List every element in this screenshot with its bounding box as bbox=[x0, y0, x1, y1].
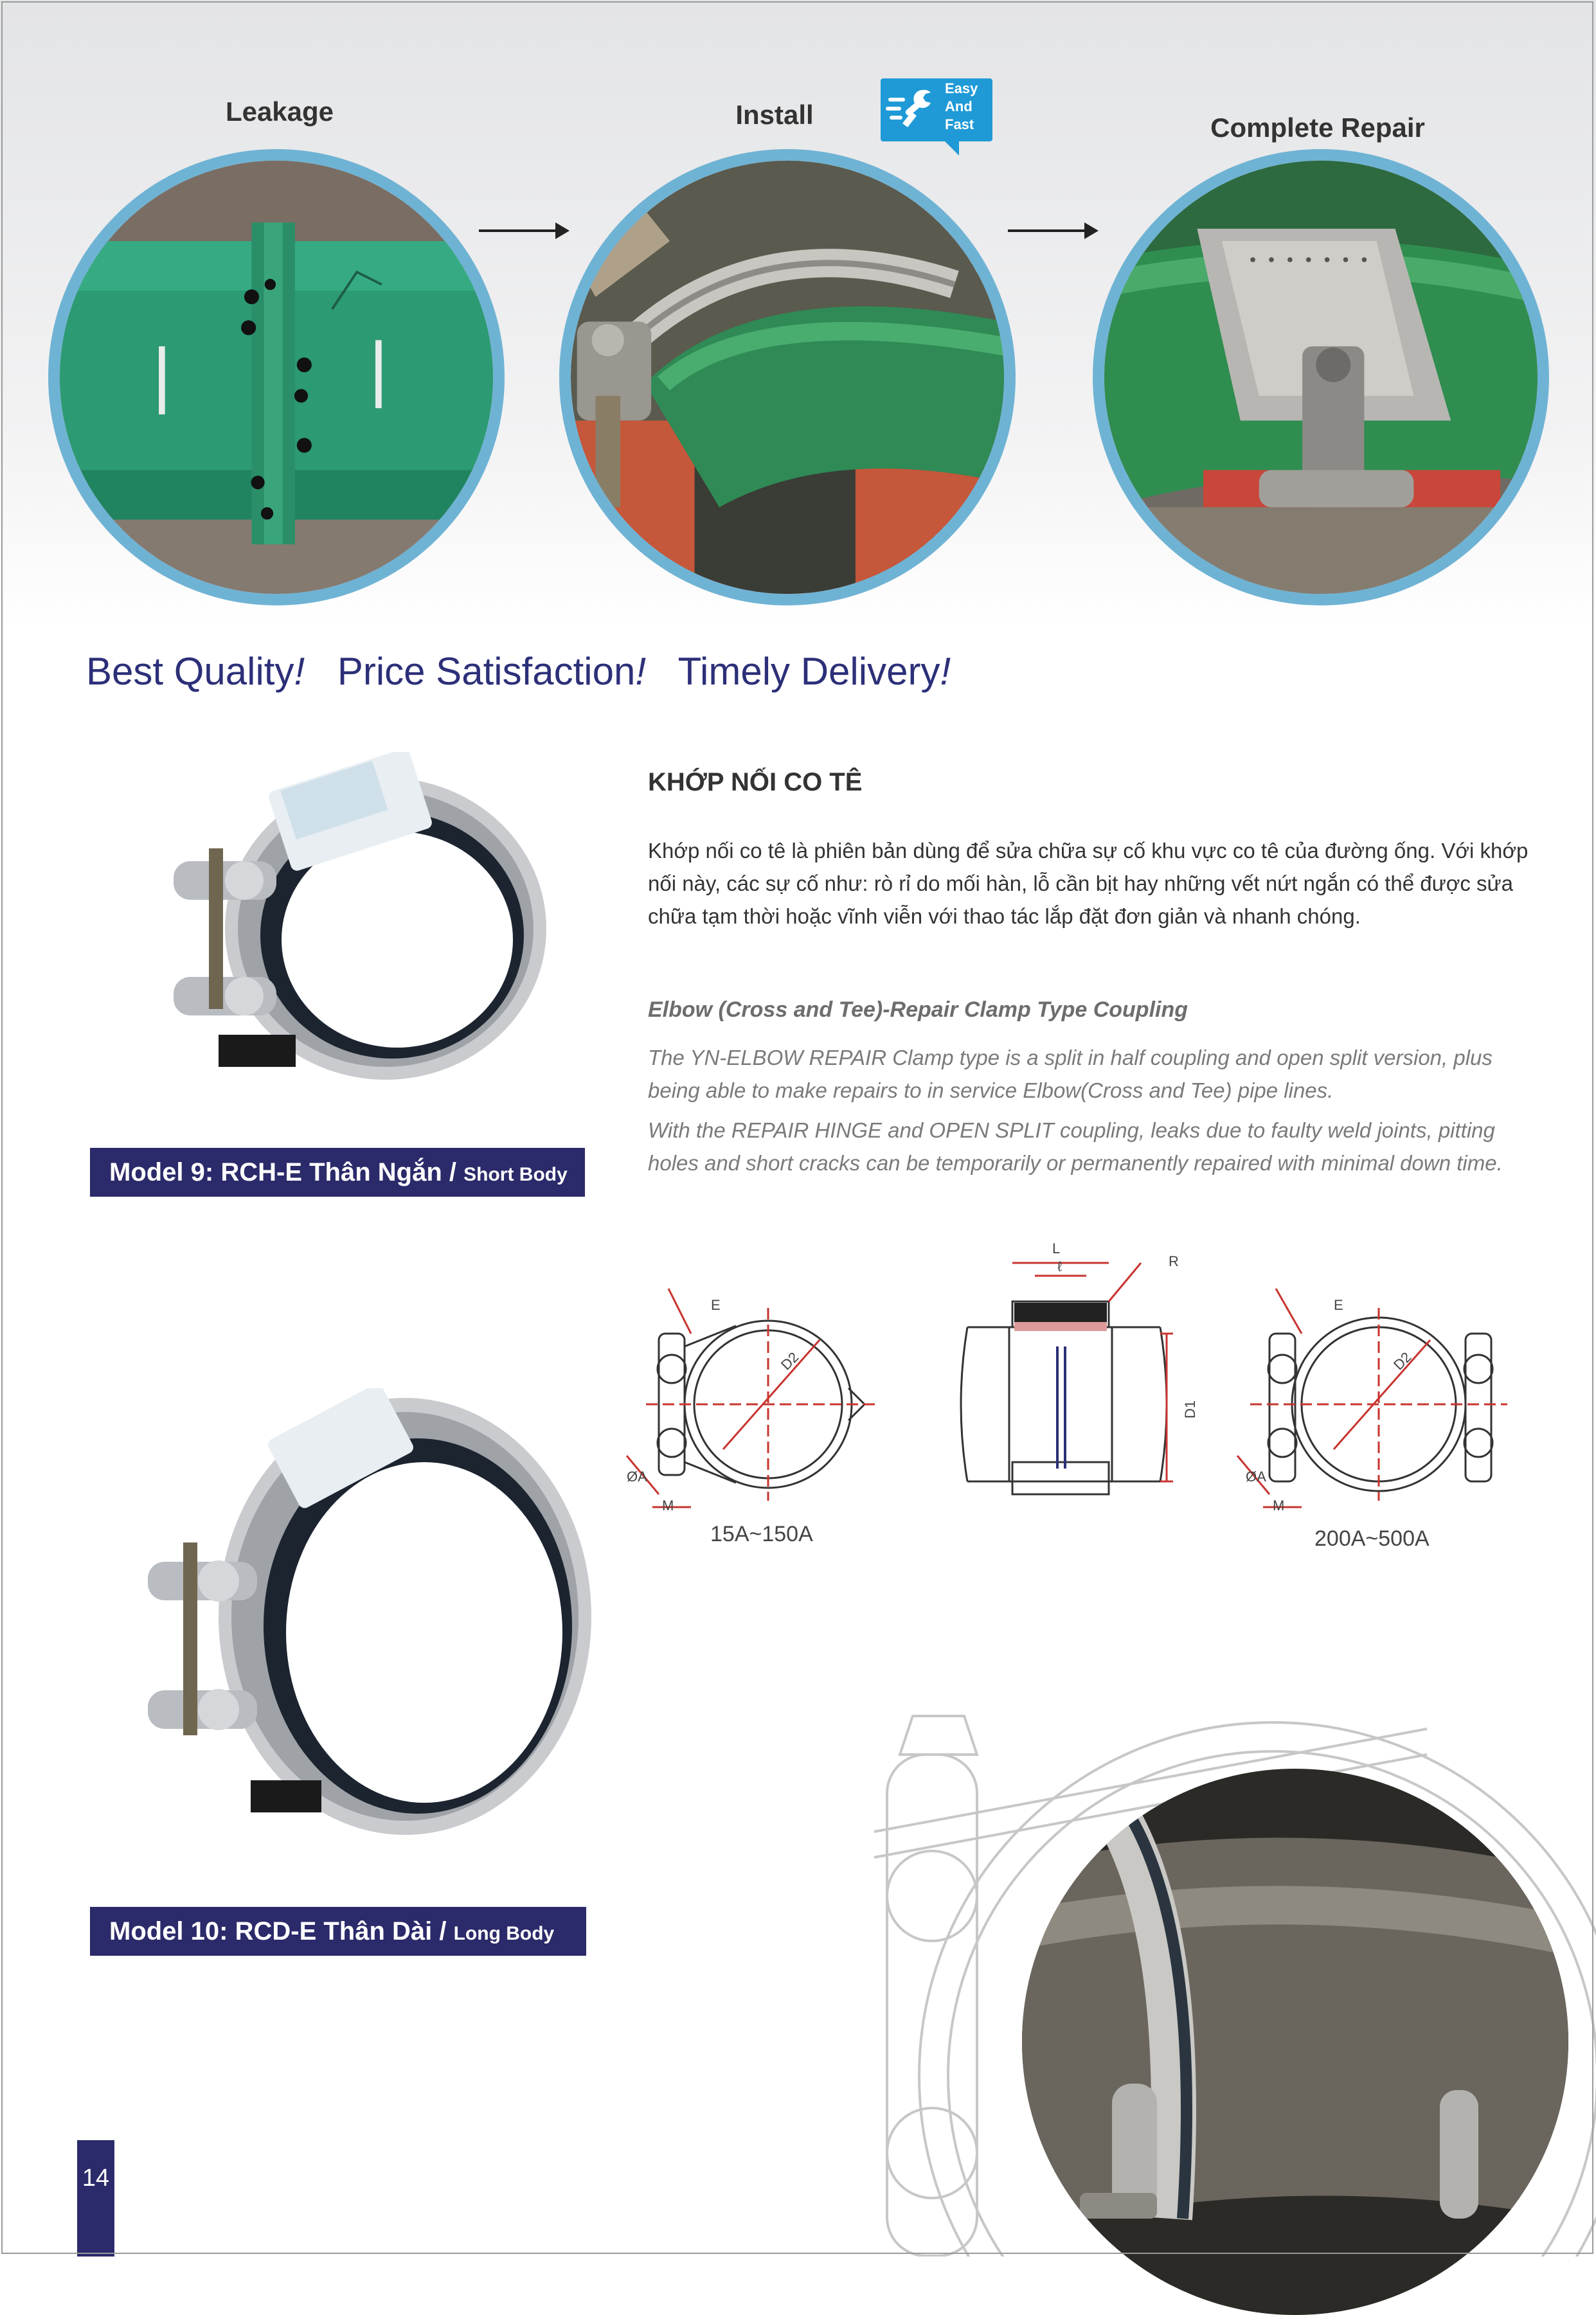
model-9-label: Model 9: RCH-E Thân Ngắn / Short Body bbox=[90, 1148, 585, 1197]
badge-line-easy: Easy bbox=[945, 80, 978, 96]
label-d2-left: D2 bbox=[777, 1348, 802, 1373]
step-label-leakage: Leakage bbox=[225, 96, 334, 127]
technical-drawing bbox=[607, 1250, 1520, 1559]
model-9-product-image bbox=[148, 752, 546, 1093]
label-e-right: E bbox=[1334, 1297, 1343, 1313]
label-phi-a-right: ØA bbox=[1246, 1469, 1266, 1485]
arrow-right-icon bbox=[479, 229, 566, 232]
product-heading-en: Elbow (Cross and Tee)-Repair Clamp Type Coupling bbox=[648, 997, 1188, 1022]
slogan-best-quality: Best Quality! bbox=[86, 650, 305, 693]
step-label-complete-repair: Complete Repair bbox=[1210, 112, 1425, 143]
clamp-dimension-diagram bbox=[607, 1250, 1520, 1559]
slogan-price-satisfaction: Price Satisfaction! bbox=[337, 650, 647, 693]
product-description-en-1: The YN-ELBOW REPAIR Clamp type is a split in half coupling and open split version, plus being able to make repairs to in service Elbow(Cross and Tee) pipe lines. bbox=[648, 1046, 1493, 1102]
installed-clamp-photo bbox=[1022, 1769, 1568, 2315]
label-m-left: M bbox=[662, 1497, 674, 1514]
label-d2-right: D2 bbox=[1390, 1348, 1415, 1373]
product-heading-vi: KHỚP NỐI CO TÊ bbox=[648, 768, 863, 796]
badge-line-and: And bbox=[945, 98, 973, 114]
page-number: 14 bbox=[82, 2165, 110, 2192]
label-e-left: E bbox=[711, 1297, 721, 1313]
label-l: L bbox=[1052, 1240, 1061, 1256]
leakage-photo bbox=[48, 149, 505, 605]
badge-line-fast: Fast bbox=[945, 116, 974, 132]
complete-repair-photo bbox=[1093, 149, 1549, 605]
product-description-vi: Khớp nối co tê là phiên bản dùng để sửa chữa sự cố khu vực co tê của đường ống. Với khớp nối này, các sự cố như: rò rỉ do mối hàn, lỗ cần bịt hay những vết nứt ngắn có thể được sửa chữa tạm thời hoặc vĩnh viễn với thao tác lắp đặt đơn giản và nhanh chóng. bbox=[648, 839, 1529, 928]
step-label-install: Install bbox=[735, 100, 814, 130]
wrench-speed-icon bbox=[886, 85, 937, 135]
label-phi-a-left: ØA bbox=[627, 1469, 647, 1485]
range-label-small: 15A~150A bbox=[710, 1522, 813, 1546]
slogan bbox=[86, 649, 973, 693]
label-m-right: M bbox=[1273, 1497, 1285, 1514]
slogan-timely-delivery: Timely Delivery! bbox=[677, 650, 951, 693]
arrow-right-icon bbox=[1008, 229, 1095, 232]
install-photo bbox=[559, 149, 1016, 605]
label-l-small: ℓ bbox=[1057, 1258, 1063, 1274]
label-r: R bbox=[1169, 1253, 1179, 1269]
model-10-product-image bbox=[135, 1388, 598, 1845]
model-10-label: Model 10: RCD-E Thân Dài / Long Body bbox=[90, 1907, 586, 1956]
badge-text bbox=[945, 80, 990, 134]
product-description-en-2: With the REPAIR HINGE and OPEN SPLIT coupling, leaks due to faulty weld joints, pitting holes and short cracks can be temporarily or permanently repaired with minimal down time. bbox=[648, 1118, 1503, 1175]
label-d1: D1 bbox=[1182, 1400, 1199, 1419]
page-number-tab bbox=[77, 2140, 114, 2257]
easy-and-fast-badge bbox=[881, 78, 992, 141]
range-label-large: 200A~500A bbox=[1314, 1526, 1430, 1551]
